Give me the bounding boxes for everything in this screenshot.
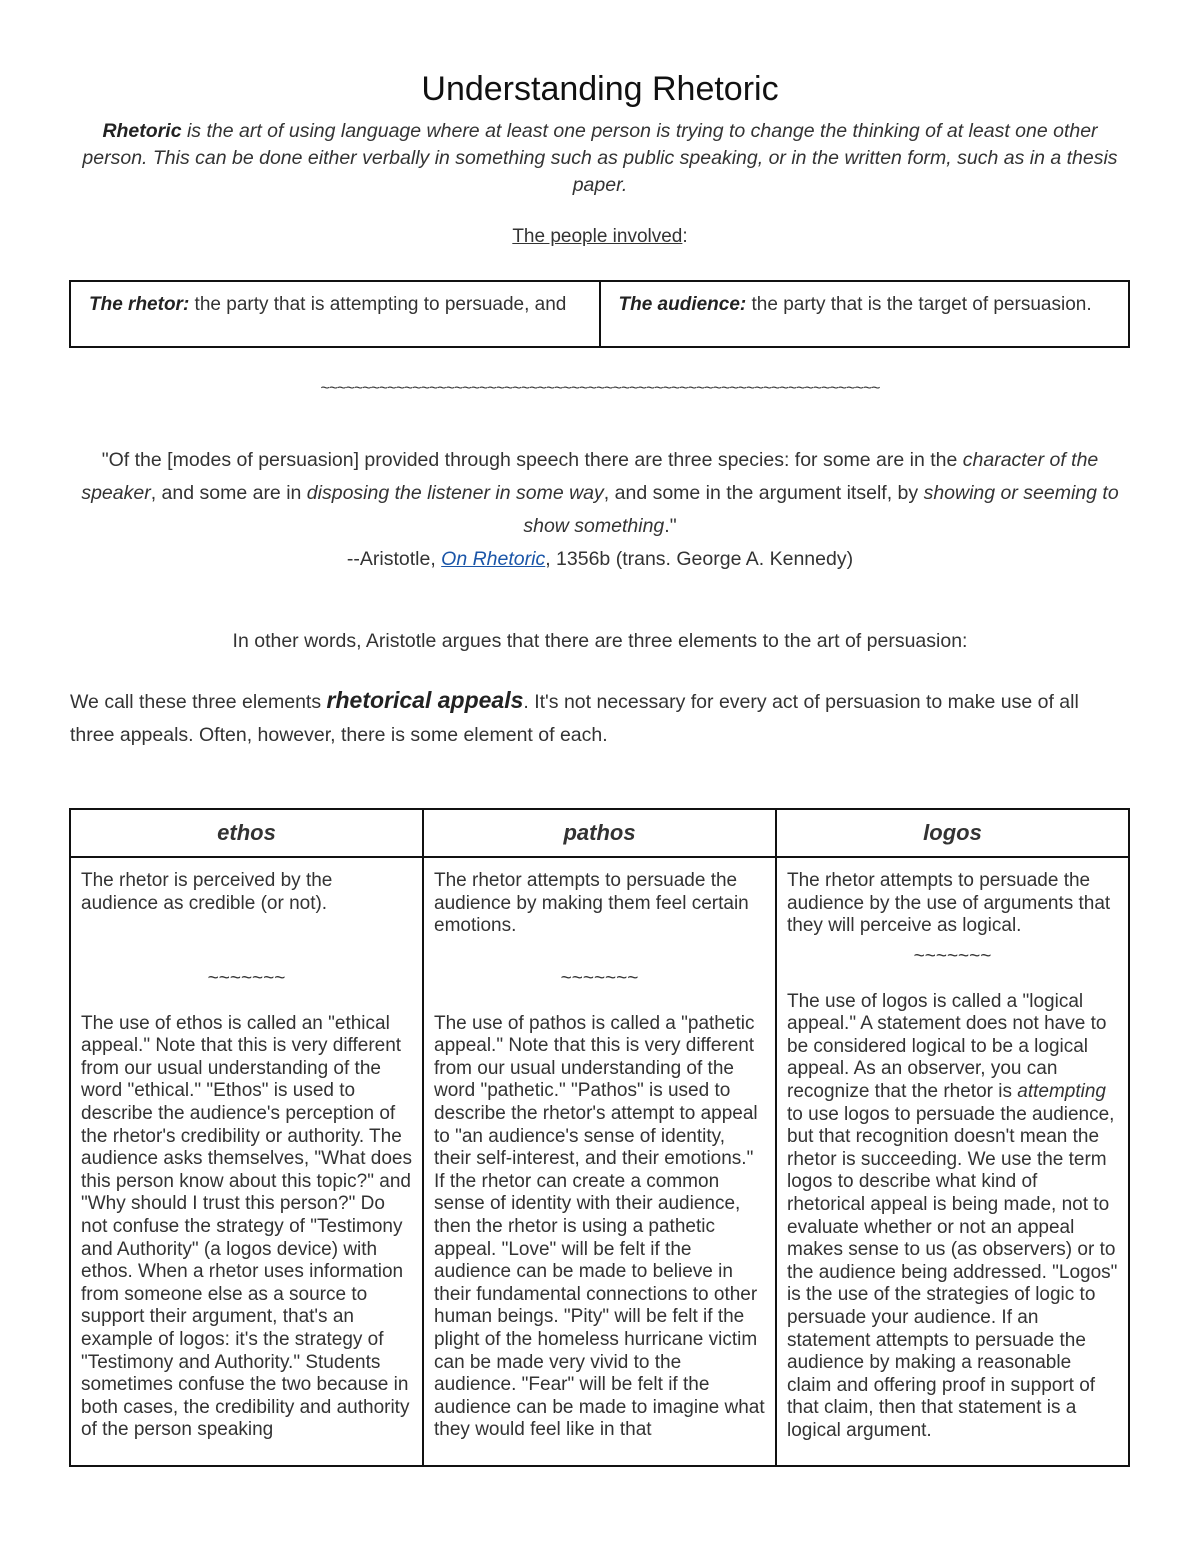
rhetor-term: The rhetor: <box>89 294 190 315</box>
pathos-cell: The rhetor attempts to persuade the audience by making them feel certain emotions. ~~~~~~~ The use of pathos is called a "pathetic appeal." Note that this is very different from our usual understanding of the word "pathetic." "Pathos" is used to describe the rhetor's attempt to appeal to "an audience's sense of identity, their self-interest, and their emotions." If the rhetor can create a common sense of identity with their audience, then the rhetor is using a pathetic appeal. "Love" will be felt if the audience can be made to believe in their fundamental connections to other human beings. "Pity" will be felt if the plight of the homeless hurricane victim can be made very vivid to the audience. "Fear" will be felt if the audience can be made to imagine what they would feel like in that <box>423 857 776 1466</box>
rhetor-cell <box>70 281 600 347</box>
aristotle-quote: "Of the [modes of persuasion] provided through speech there are three species: for some are in the character of the speaker, and some are in disposing the listener in some way, and some in the argument itself, by showing or seeming to show something." --Aristotle, On Rhetoric, 1356b (trans. George A. Kennedy) <box>72 444 1128 576</box>
appeals-paragraph: We call these three elements rhetorical appeals. It's not necessary for every act of persuasion to make use of all three appeals. Often, however, there is some element of each. <box>70 687 1079 746</box>
on-rhetoric-link[interactable]: On Rhetoric <box>441 548 546 570</box>
audience-term: The audience: <box>618 294 747 315</box>
quote-attribution: --Aristotle, On Rhetoric, 1356b (trans. George A. Kennedy) <box>346 548 854 570</box>
header-logos: logos <box>776 809 1129 857</box>
other-words-text: In other words, Aristotle argues that there are three elements to the art of persuasion: <box>232 630 968 652</box>
rhetor-text: the party that is attempting to persuade, and <box>189 294 567 315</box>
audience-text: the party that is the target of persuasion. <box>746 294 1092 315</box>
people-involved-label: The people involved: <box>512 226 688 247</box>
logos-cell: The rhetor attempts to persuade the audience by the use of arguments that they will perceive as logical. ~~~~~~~ The use of logos is called a "logical appeal." A statement does not have to be considered logical to be a logical appeal. As an observer, you can recognize that the rhetor is attempting to use logos to persuade the audience, but that recognition doesn't mean the rhetor is succeeding. We use the term logos to describe what kind of rhetorical appeal is being made, not to evaluate whether or not an appeal makes sense to us (as observers) or to the audience being addressed. "Logos" is the use of the strategies of logic to persuade your audience. If an statement attempts to persuade the audience by making a reasonable claim and offering proof in support of that claim, then that statement is a logical argument. <box>776 857 1129 1466</box>
intro-term: Rhetoric <box>102 120 182 142</box>
intro-text: is the art of using language where at least one person is trying to change the thinking of at least one other person. This can be done either verbally in something such as public speaking, or in the written form, such as in a thesis paper. <box>82 120 1118 196</box>
tilde-divider: ~~~~~~~~~~~~~~~~~~~~~~~~~~~~~~~~~~~~~~~~~~~~~~~~~~~~~~~~~~~~~~~~~~~ <box>320 380 880 397</box>
appeals-term: rhetorical appeals <box>326 687 524 713</box>
header-ethos: ethos <box>70 809 423 857</box>
people-label-text: The people involved <box>512 226 683 247</box>
ethos-cell: The rhetor is perceived by the audience as credible (or not). ~~~~~~~ The use of ethos is called an "ethical appeal." Note that this is very different from our usual understanding of the word "ethical." "Ethos" is used to describe the audience's perception of the rhetor's credibility or authority. The audience asks themselves, "What does this person know about this topic?" and "Why should I trust this person?" Do not confuse the strategy of "Testimony and Authority" (a logos device) with ethos. When a rhetor uses information from someone else as a source to support their argument, that's an example of logos: it's the strategy of "Testimony and Authority." Students sometimes confuse the two because in both cases, the credibility and authority of the person speaking <box>70 857 423 1466</box>
header-pathos: pathos <box>423 809 776 857</box>
people-table <box>69 280 1130 348</box>
page-title: Understanding Rhetoric <box>421 70 779 108</box>
intro-paragraph <box>72 118 1128 199</box>
appeals-table <box>69 808 1130 1467</box>
audience-cell <box>600 281 1130 347</box>
